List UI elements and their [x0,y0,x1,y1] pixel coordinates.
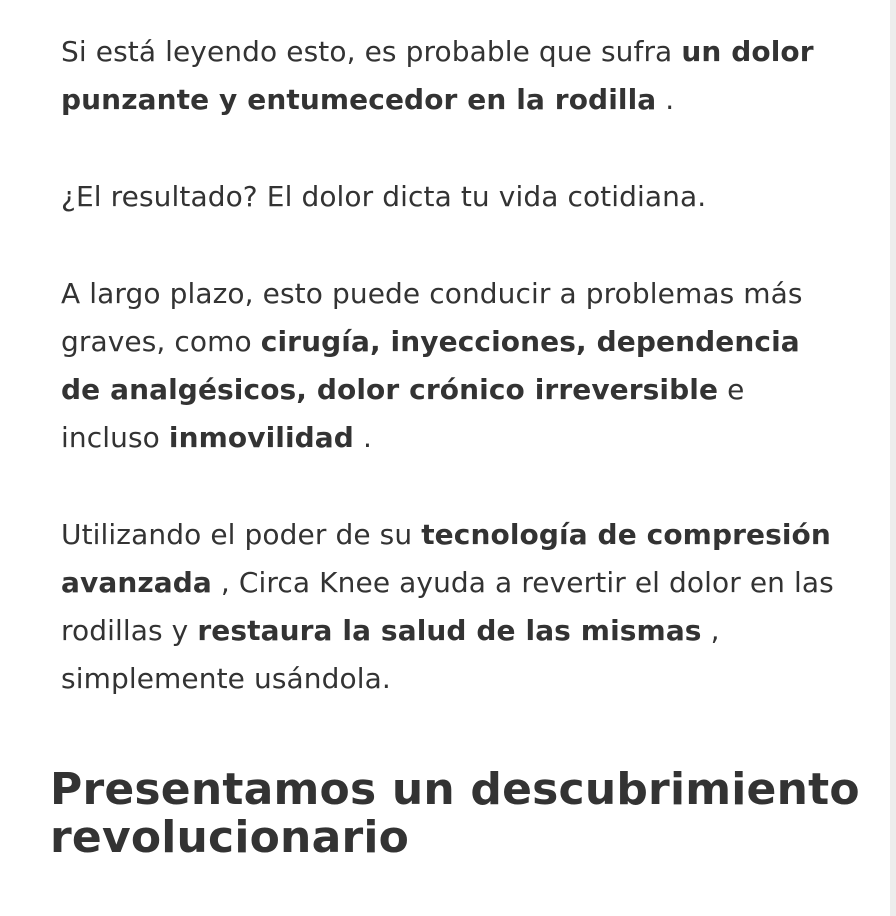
emphasis-text: un dolor punzante y entumecedor en la rodilla [61,35,814,116]
paragraph-text: Utilizando el poder de su [61,518,422,551]
emphasis-text: tecnología de compresión avanzada [61,518,831,599]
paragraph-text: . [353,421,372,454]
paragraph-technology [61,511,841,703]
paragraph-text: . [656,83,675,116]
paragraph-text: Si está leyendo esto, es probable que sufra [61,35,682,68]
paragraph-knee-pain [61,28,841,124]
paragraph-text: ¿El resultado? El dolor dicta tu vida cotidiana. [61,180,707,213]
emphasis-text: restaura la salud de las mismas [197,614,702,647]
article-body [61,28,841,752]
scrollbar-track[interactable] [890,0,896,916]
paragraph-result [61,173,841,221]
paragraph-text: e incluso [61,373,745,454]
paragraph-text: A largo plazo, esto puede conducir a problemas más graves, como [61,277,803,358]
emphasis-text: inmovilidad [168,421,354,454]
paragraph-long-term [61,270,841,462]
emphasis-text: cirugía, inyecciones, dependencia de analgésicos, dolor crónico irreversible [61,325,800,406]
paragraph-text: , Circa Knee ayuda a revertir el dolor en las rodillas y [61,566,834,647]
section-heading: Presentamos un descubrimiento revolucionario [50,764,860,863]
paragraph-text: , simplemente usándola. [61,614,720,695]
